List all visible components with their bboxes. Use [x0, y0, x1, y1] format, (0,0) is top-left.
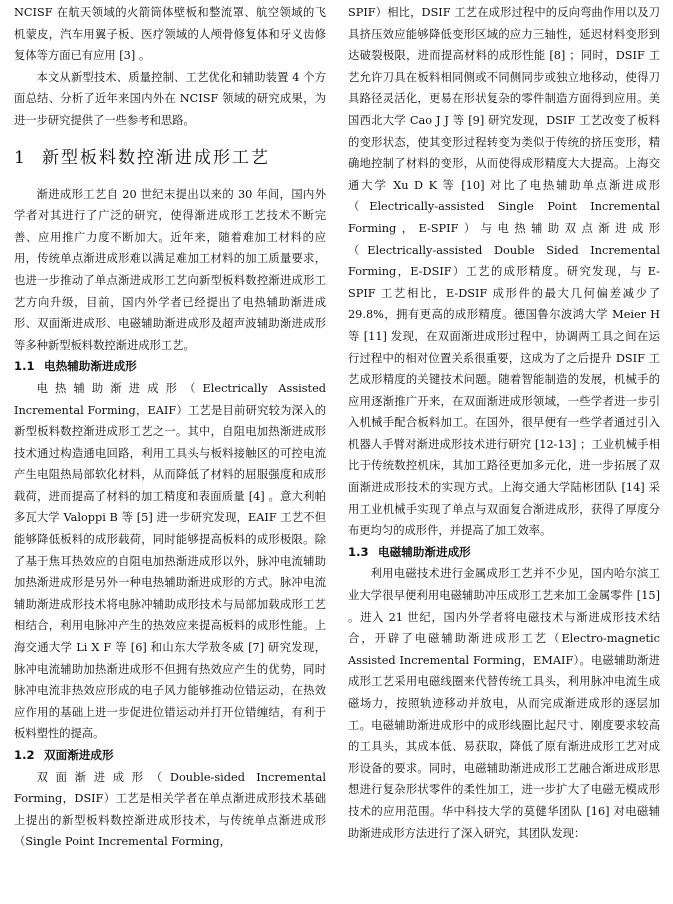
- subsection-heading: [14, 745, 326, 767]
- subsection-title: 电热辅助渐进成形: [44, 359, 137, 374]
- paragraph: 电热辅助渐进成形（Electrically Assisted Incremental Forming，EAIF）工艺是目前研究较为深入的新型板料数控渐进成形工艺之一。其中，自阻电加热渐进成形技术通过构造通电回路，利用工具头与板料接触区的可控电流产生电阻热局部软化材料，从而降低了材料的屈服强度和成形载荷，进而提高了材料的加工精度和表面质量 [4] 。意大利帕多瓦大学 Valoppi B 等 [5] 进一步研究发现，EAIF 工艺不但能够降低板料的成形载荷，同时能够提高板料的成形极限。除了基于焦耳热效应的自阻电加热渐进成形以外，脉冲电流辅助加热渐进成形是另外一种电热辅助渐进成形的方式。脉冲电流辅助渐进成形技术将电脉冲辅助成形技术与局部加载成形工艺相结合，利用电脉冲产生的热效应来提高板料的成形性能。上海交通大学 Li X F 等 [6] 和山东大学敖冬威 [7] 研究发现，脉冲电流辅助加热渐进成形不但拥有热效应产生的优势，同时脉冲电流非热效应形成的电子风力能够推动位错运动，在热效应作用的基础上进一步促进位错运动并打开位错缠结，有利于板料塑性的提高。: [14, 381, 326, 741]
- subsection-title: 电磁辅助渐进成形: [378, 544, 471, 559]
- subsection-number: 1.2: [14, 748, 35, 762]
- section-title: 新型板料数控渐进成形工艺: [42, 147, 270, 168]
- subsection-heading: [348, 542, 660, 564]
- paragraph: 渐进成形工艺自 20 世纪末提出以来的 30 年间，国内外学者对其进行了广泛的研究，使得渐进成形工艺技术不断完善、应用推广力度不断加大。近年来，随着难加工材料的应用，传统单点渐进成形难以满足难加工材料的加工质量要求，也进一步推动了单点渐进成形工艺向新型板料数控渐进成形工艺方向升级，目前，国内外学者已经提出了电热辅助渐进成形、双面渐进成形、电磁辅助渐进成形及超声波辅助渐进成形等多种新型板料数控渐进成形工艺。: [14, 187, 326, 352]
- paragraph: 本文从新型技术、质量控制、工艺优化和辅助装置 4 个方面总结、分析了近年来国内外在 NCISF 领域的研究成果，为进一步研究提供了一些参考和思路。: [14, 70, 326, 127]
- section-heading: [14, 146, 326, 170]
- paragraph: 双面渐进成形（Double-sided Incremental Forming，DSIF）工艺是相关学者在单点渐进成形技术基础上提出的新型板料数控渐进成形技术，与传统单点渐进成形（Single Point Incremental Forming，: [14, 770, 326, 849]
- subsection-number: 1.1: [14, 359, 35, 374]
- paragraph: NCISF 在航天领域的火箭筒体壁板和整流罩、航空领域的飞机蒙皮，汽车用翼子板、医疗领域的人颅骨修复体和牙义齿修复体等方面已有应用 [3] 。: [14, 6, 326, 63]
- paragraph: 利用电磁技术进行金属成形工艺并不少见，国内哈尔滨工业大学很早便利用电磁辅助冲压成形工艺来加工金属零件 [15] 。进入 21 世纪，国内外学者将电磁技术与渐进成形技术结合，开辟了电磁辅助渐进成形工艺（Electro-magnetic Assisted Incremental Forming，EMAIF）。电磁辅助渐进成形工艺采用电磁线圈来代替传统工具头，利用脉冲电流生成磁场力，按照轨迹移动并放电，从而完成渐进成形的逐层加工。电磁辅助渐进成形中的成形线圈比起尺寸、刚度要求较高的工具头，其成本低、易获取，降低了原有渐进成形工艺对成形设备的要求。同时，电磁辅助渐进成形工艺融合渐进成形思想进行复杂形状零件的柔性加工，进一步扩大了电磁无模成形技术的应用范围。华中科技大学的莫健华团队 [16] 对电磁辅助渐进成形方法进行了深入研究，其团队发现：: [348, 567, 660, 840]
- section-number: 1: [14, 147, 25, 168]
- subsection-number: 1.3: [348, 544, 369, 559]
- subsection-title: 双面渐进成形: [44, 748, 114, 762]
- subsection-heading: [14, 356, 326, 378]
- right-column: [348, 2, 660, 844]
- left-column: [14, 2, 326, 853]
- paragraph: SPIF）相比，DSIF 工艺在成形过程中的反向弯曲作用以及刀具挤压效应能够降低变形区域的应力三轴性，延迟材料变形到达破裂极限，进而提高材料的成形性能 [8] ；同时，DSIF 工艺允许刀具在板料相同侧或不同侧同步或独立地移动，使得刀具路径灵活化，更易在形状复杂的零件制造方面得到应用。美国西北大学 Cao J J 等 [9] 研究发现，DSIF 工艺改变了板料的变形状态，使其变形过程转变为类似于传统的挤压变形，精确地控制了材料的变形，从而使得成形精度大大提高。上海交通大学 Xu D K 等 [10] 对比了电热辅助单点渐进成形（Electrically-assisted Single Point Incremental Forming，E-SPIF）与电热辅助双点渐进成形（Electrically-assisted Double Sided Incremental Forming，E-DSIF）工艺的成形精度。研究发现，与 E-SPIF 工艺相比，E-DSIF 成形件的最大几何偏差减少了 29.8%，拥有更高的成形精度。德国鲁尔波鸿大学 Meier H 等 [11] 发现，在双面渐进成形过程中，协调两工具之间在运行过程中的相对位置关系很重要，这成为了之后提升 DSIF 工艺成形精度的关键技术问题。随着智能制造的发展，机械手的应用逐渐推广开来，在双面渐进成形领域，一些学者进一步引入机械手配合板料加工。在国外，很早便有一些学者通过引入机器人手臂对渐进成形技术进行研究 [12-13] ；工业机械手相比于传统数控机床，其加工路径更加多元化，进一步拓展了双面渐进成形技术的实现方式。上海交通大学陆彬团队 [14] 采用工业机械手实现了单点与双面复合渐进成形，获得了厚度分布更均匀的成形件，并提高了加工效率。: [348, 6, 660, 538]
